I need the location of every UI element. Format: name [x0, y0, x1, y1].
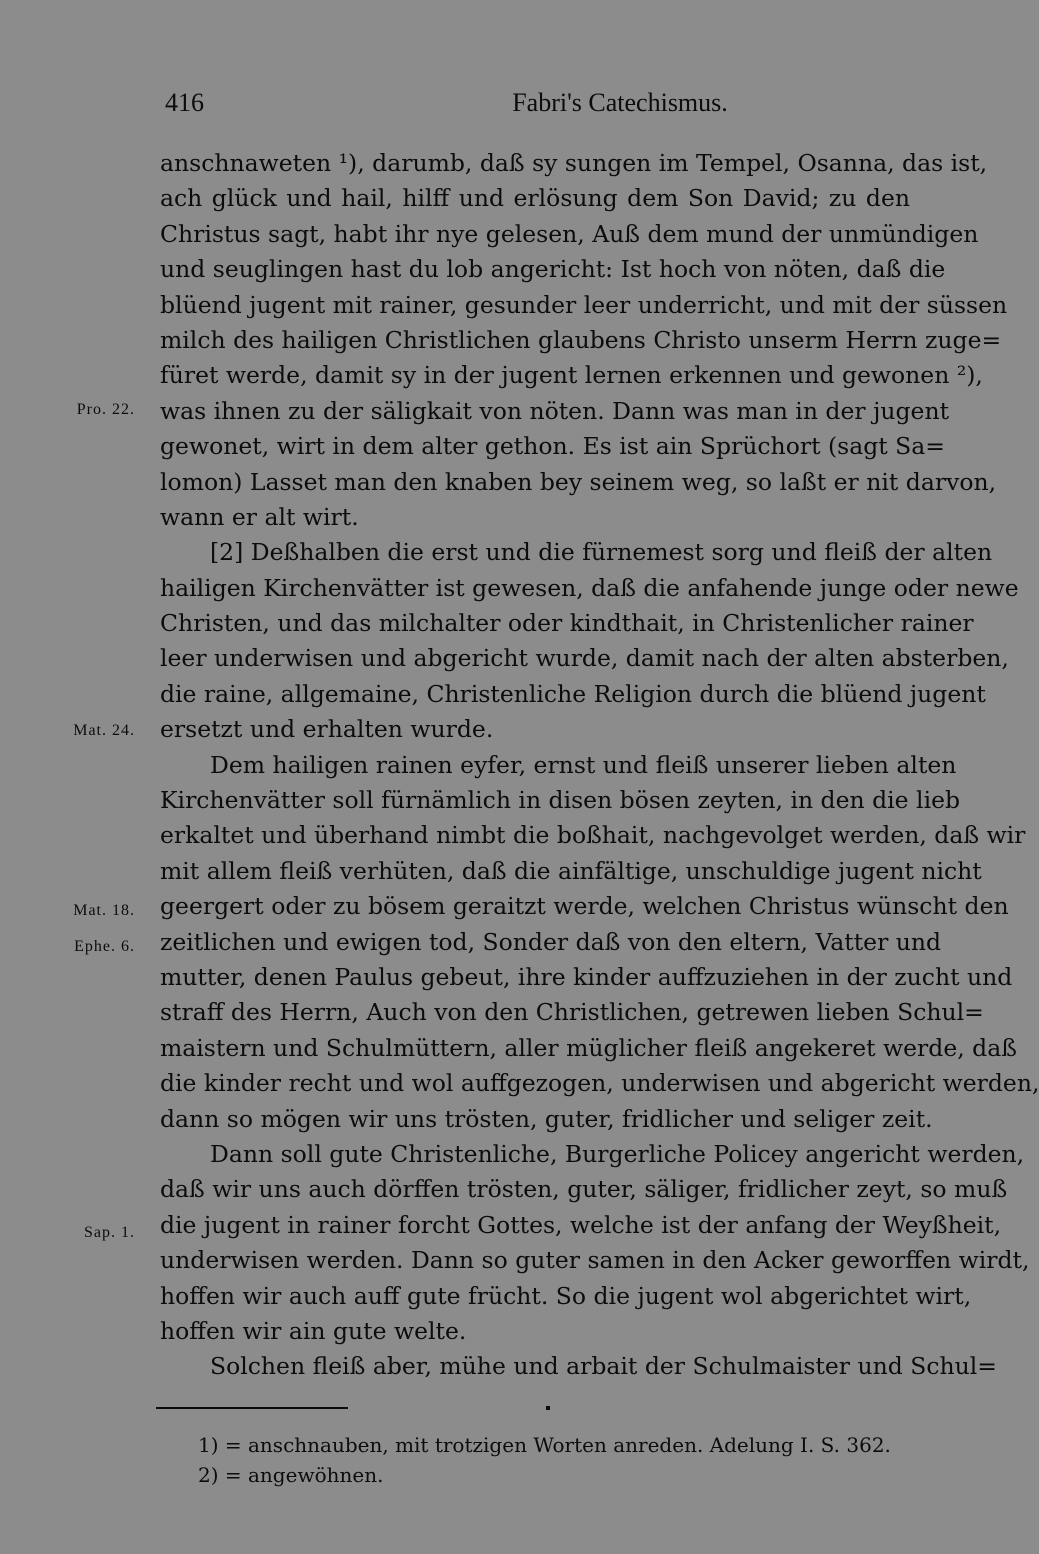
margin-note: Mat. 18.	[73, 902, 135, 919]
margin-note: Ephe. 6.	[74, 938, 135, 955]
text-line: anschnaweten ¹), darumb, daß sy sungen im Tempel, Osanna, das ist,	[160, 149, 988, 177]
text-line: mit allem fleiß verhüten, daß die ainfältige, unschuldige jugent nicht	[160, 856, 982, 885]
text-line: gewonet, wirt in dem alter gethon. Es ist ain Sprüchort (sagt Sa=	[160, 432, 945, 461]
text-line: ersetzt und erhalten wurde.	[160, 715, 494, 744]
text-line: blüend jugent mit rainer, gesunder leer underricht, und mit der süssen	[160, 290, 1008, 319]
running-title: Fabri's Catechismus.	[512, 88, 728, 117]
body-text	[160, 146, 1039, 1385]
text-line: was ihnen zu der säligkait von nöten. Dann was man in der jugent	[160, 396, 950, 425]
text-line: underwisen werden. Dann so guter samen in den Acker geworffen wirdt,	[160, 1246, 1030, 1275]
margin-note: Sap. 1.	[84, 1224, 135, 1241]
text-line: wann er alt wirt.	[160, 502, 359, 531]
footnote: 2) = angewöhnen.	[198, 1463, 384, 1487]
text-line: mutter, denen Paulus gebeut, ihre kinder auffzuziehen in der zucht und	[160, 962, 1013, 991]
text-line: milch des hailigen Christlichen glaubens Christo unserm Herrn zuge=	[160, 325, 1002, 354]
text-line: Kirchenvätter soll fürnämlich in disen bösen zeyten, in den die lieb	[160, 786, 961, 815]
text-line: geergert oder zu bösem geraitzt werde, welchen Christus wünscht den	[160, 892, 1009, 921]
text-line: leer underwisen und abgericht wurde, damit nach der alten absterben,	[160, 644, 1009, 673]
text-line: Dann soll gute Christenliche, Burgerliche Policey angericht werden,	[210, 1139, 1025, 1168]
text-line: Christus sagt, habt ihr nye gelesen, Auß dem mund der unmündigen	[160, 219, 979, 248]
text-line: die kinder recht und wol auffgezogen, underwisen und abgericht werden,	[160, 1069, 1039, 1098]
text-line: die raine, allgemaine, Christenliche Religion durch die blüend jugent	[160, 679, 986, 708]
text-line: hoffen wir auch auff gute frücht. So die jugent wol abgerichtet wirt,	[160, 1281, 972, 1310]
text-line: Solchen fleiß aber, mühe und arbait der Schulmaister und Schul=	[210, 1352, 997, 1381]
text-line: erkaltet und überhand nimbt die boßhait, nachgevolget werden, daß wir	[160, 821, 1026, 850]
text-line: daß wir uns auch dörffen trösten, guter, säliger, fridlicher zeyt, so muß	[160, 1175, 1008, 1204]
text-line: hoffen wir ain gute welte.	[160, 1316, 467, 1345]
text-line: hailigen Kirchenvätter ist gewesen, daß die anfahende junge oder newe	[160, 573, 1019, 602]
text-line: [2] Deßhalben die erst und die fürnemest sorg und fleiß der alten	[210, 538, 993, 567]
text-line: Christen, und das milchalter oder kindthait, in Christenlicher rainer	[160, 609, 974, 638]
text-line: zeitlichen und ewigen tod, Sonder daß von den eltern, Vatter und	[160, 927, 942, 956]
page-header	[165, 88, 905, 124]
text-line: dann so mögen wir uns trösten, guter, fridlicher und seliger zeit.	[160, 1104, 933, 1133]
text-line: die jugent in rainer forcht Gottes, welche ist der anfang der Weyßheit,	[160, 1210, 1002, 1239]
text-line: füret werde, damit sy in der jugent lernen erkennen und gewonen ²),	[160, 361, 983, 390]
footnote: 1) = anschnauben, mit trotzigen Worten anreden. Adelung I. S. 362.	[198, 1433, 891, 1457]
text-line: straff des Herrn, Auch von den Christlichen, getrewen lieben Schul=	[160, 998, 984, 1027]
text-line: ach glück und hail, hilff und erlösung dem Son David; zu den	[160, 184, 910, 213]
margin-note: Mat. 24.	[73, 722, 135, 739]
text-line: lomon) Lasset man den knaben bey seinem weg, so laßt er nit darvon,	[160, 467, 997, 496]
footnotes	[198, 1430, 918, 1490]
text-line: und seuglingen hast du lob angericht: Ist hoch von nöten, daß die	[160, 255, 946, 284]
page-number: 416	[165, 88, 204, 117]
text-line: maistern und Schulmüttern, aller müglicher fleiß angekeret werde, daß	[160, 1033, 1017, 1062]
margin-note: Pro. 22.	[76, 401, 135, 418]
footnote-rule	[156, 1407, 348, 1409]
text-line: Dem hailigen rainen eyfer, ernst und fleiß unserer lieben alten	[210, 750, 957, 779]
print-dot	[546, 1406, 550, 1410]
